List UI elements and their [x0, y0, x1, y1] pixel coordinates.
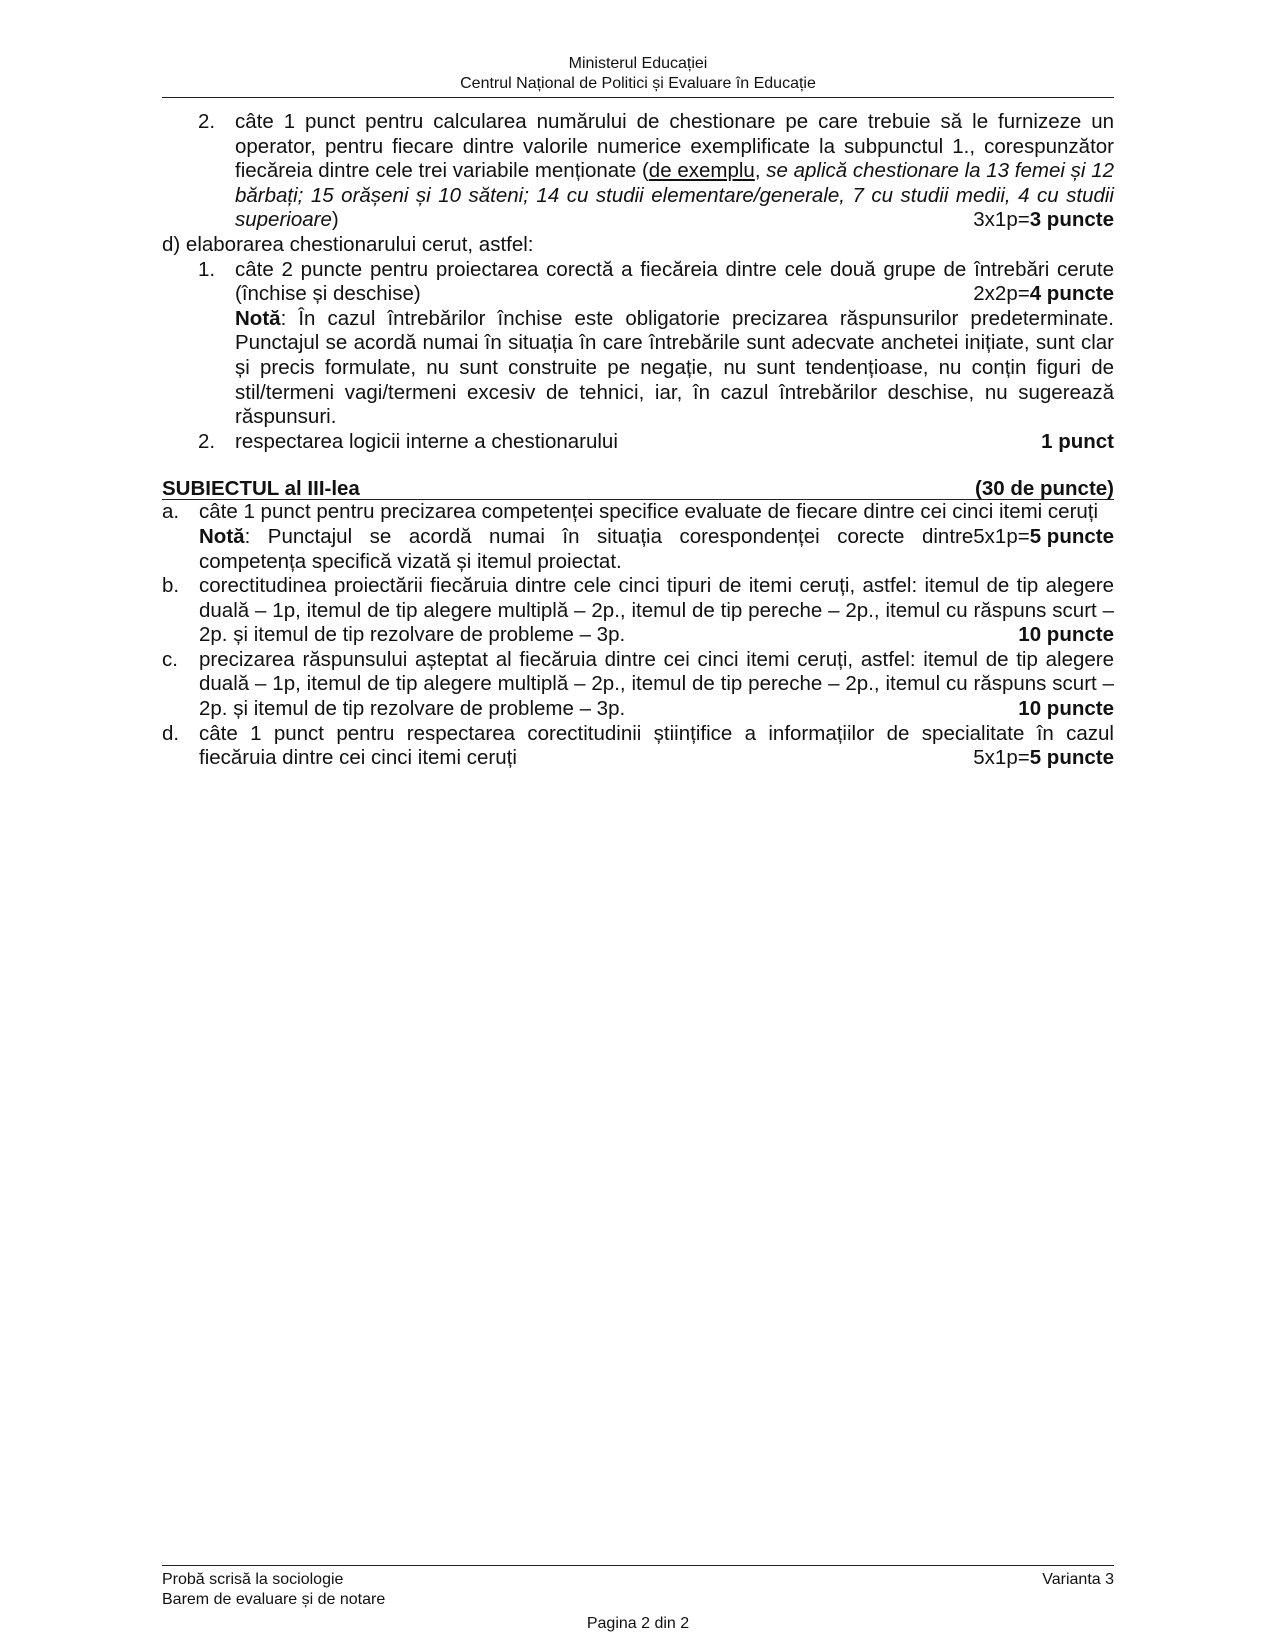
example-label: de exemplu — [648, 159, 755, 183]
note-label: Notă — [235, 306, 281, 330]
item-number: 1. — [198, 257, 216, 281]
points-total: 5 puncte — [1029, 746, 1114, 770]
item-points — [973, 208, 1114, 233]
list-item-a — [162, 500, 1114, 574]
item-letter: a. — [162, 500, 180, 524]
item-text-close: ) — [331, 208, 339, 232]
points-formula: 3x1p= — [973, 208, 1030, 232]
note — [235, 307, 1114, 430]
footer-exam: Probă scrisă la sociologie — [162, 1571, 344, 1588]
item-points: 1 punct — [1041, 429, 1114, 453]
subject-points: (30 de puncte) — [975, 477, 1114, 501]
item-text-sep: , — [754, 159, 767, 183]
page-number: Pagina 2 din 2 — [586, 1615, 690, 1632]
points-formula: 5x1p= — [973, 746, 1030, 770]
item-number: 2. — [198, 110, 216, 133]
item-text: respectarea logicii interne a chestionarului — [235, 429, 618, 453]
header-divider — [162, 97, 1114, 98]
item-text: câte 1 punct pentru calcularea numărului de chestionare pe care trebuie să le furnizeze un operator, pentru fiecare dintre valorile numerice exemplificate la subpunctul 1., corespunzător fiecăreia dintre cele trei variabile menționate ( — [235, 110, 1114, 183]
page-footer — [162, 1570, 1114, 1610]
points-formula: 5x1p= — [973, 524, 1030, 548]
note-text: : În cazul întrebărilor închise este obligatorie precizarea răspunsurilor predeterminate. Punctajul se acordă numai în situația în care întrebările sunt adecvate anchetei inițiate, sunt clar și precis formulate, nu sunt construite pe negație, nu sunt tendențioase, nu conțin figuri de stil/termeni vagi/termeni excesiv de tehnici, iar, în cazul întrebărilor deschise, nu sugerează răspunsuri. — [235, 306, 1114, 429]
item-text: precizarea răspunsului așteptat al fiecăruia dintre cei cinci itemi ceruți, astfel: itemul de tip alegere duală – 1p, itemul de tip alegere multiplă – 2p., itemul de tip pereche – 2p., itemul cu răspuns scurt – 2p. și itemul de tip rezolvare de probleme – 3p. — [199, 647, 1114, 721]
item-letter: d. — [162, 721, 180, 745]
item-text: corectitudinea proiectării fiecăruia dintre cele cinci tipuri de itemi ceruți, astfel: itemul de tip alegere duală – 1p, itemul de tip alegere multiplă – 2p., itemul de tip pereche – 2p., itemul cu răspuns scurt – 2p. și itemul de tip rezolvare de probleme – 3p. — [199, 574, 1114, 647]
header-center: Centrul Național de Politici și Evaluare în Educație — [460, 75, 816, 92]
list-item-d1 — [162, 258, 1114, 430]
note-label: Notă — [199, 524, 245, 548]
list-item-c2 — [162, 110, 1114, 233]
item-points — [973, 746, 1114, 771]
note-text: : Punctajul se acordă numai în situația corespondenței corecte dintre competența specifică vizată și itemul proiectat. — [199, 524, 974, 573]
list-item-d2 — [162, 430, 1114, 455]
footer-barem: Barem de evaluare și de notare — [162, 1591, 386, 1608]
footer-divider — [162, 1565, 1114, 1566]
item-letter: c. — [162, 647, 178, 671]
item-points — [973, 282, 1114, 307]
list-item-d — [162, 722, 1114, 771]
footer-variant: Varianta 3 — [1042, 1571, 1114, 1588]
page-header — [162, 54, 1114, 94]
points-total: 5 puncte — [1029, 524, 1114, 548]
item-number: 2. — [198, 429, 216, 453]
item-text: câte 1 punct pentru precizarea competenței specifice evaluate de fiecare dintre cei cinci itemi ceruți — [199, 500, 1099, 524]
list-item-c — [162, 648, 1114, 722]
points-total: 4 puncte — [1029, 282, 1114, 306]
item-text: câte 2 puncte pentru proiectarea corectă a fiecăreia dintre cele două grupe de întrebări cerute (închise și deschise) — [235, 257, 1114, 306]
list-item-b — [162, 574, 1114, 648]
example-text: se aplică chestionare la 13 femei și 12 bărbați; 15 orășeni și 10 săteni; 14 cu studii elementare/generale, 7 cu studii medii, 4 cu studii superioare — [235, 159, 1114, 232]
document-body — [162, 110, 1114, 771]
points-formula: 2x2p= — [973, 282, 1030, 306]
subject-title: SUBIECTUL al III-lea — [162, 477, 360, 501]
item-points: 10 puncte — [1018, 623, 1114, 647]
subject-heading — [162, 478, 1114, 500]
item-letter: b. — [162, 574, 180, 598]
section-d-intro: d) elaborarea chestionarului cerut, astfel: — [162, 232, 534, 256]
header-ministry: Ministerul Educației — [568, 55, 708, 72]
points-total: 3 puncte — [1029, 208, 1114, 232]
item-points: 10 puncte — [1018, 697, 1114, 721]
item-points — [973, 525, 1114, 550]
item-text: câte 1 punct pentru respectarea corectitudinii științifice a informațiilor de specialitate în cazul fiecăruia dintre cei cinci itemi ceruți — [199, 721, 1114, 770]
